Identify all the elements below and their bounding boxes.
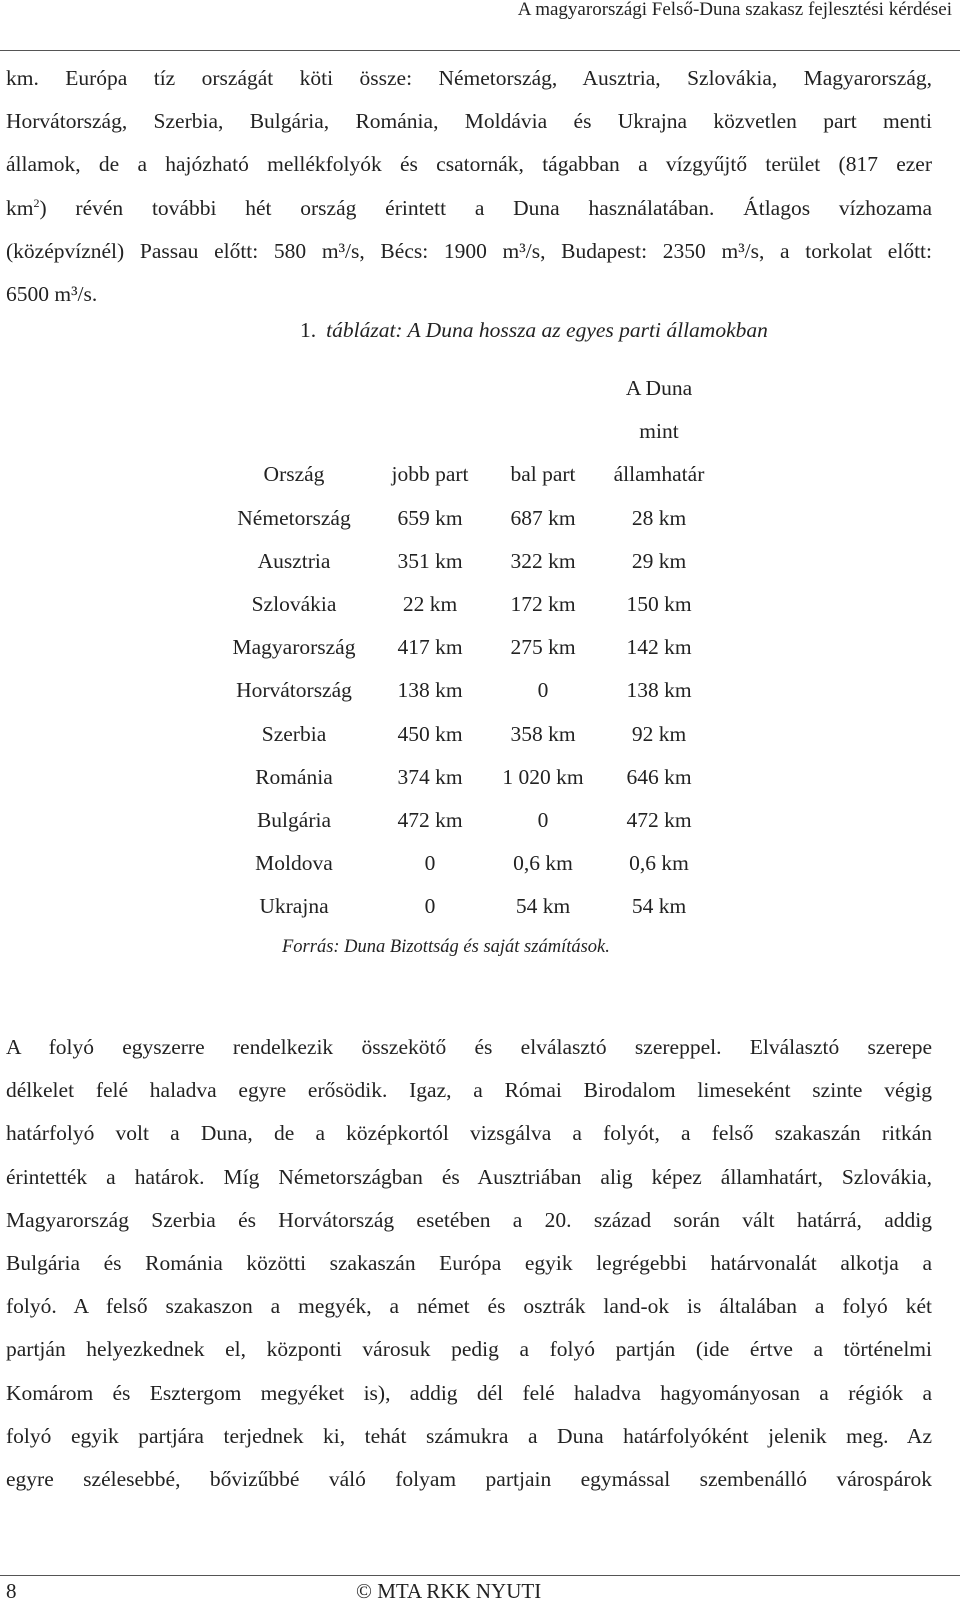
intro-paragraph (6, 57, 932, 316)
table-source-note: Forrás: Duna Bizottság és saját számítások. (282, 937, 610, 957)
body-paragraph (6, 1026, 932, 1501)
table-header-row (220, 367, 724, 410)
table-cell: 358 km (510, 721, 576, 746)
country-cell: Ukrajna (259, 894, 329, 919)
paragraph-line: km. Európa tíz országát köti össze: Németország, Ausztria, Szlovákia, Magyarország, (6, 66, 932, 90)
table-row (220, 497, 724, 540)
copyright-notice: © MTA RKK NYUTI (356, 1579, 542, 1603)
country-cell: Bulgária (256, 807, 332, 832)
country-cell: Szerbia (261, 721, 327, 746)
table-cell: 0 (424, 851, 436, 876)
table-row (220, 583, 724, 626)
table-cell: 0 (537, 678, 549, 703)
table-cell: 22 km (402, 592, 458, 617)
paragraph-line: folyó egyik partjára terjednek ki, tehát számukra a Duna határfolyóként jelenik meg. Az (6, 1423, 932, 1448)
table-cell: 472 km (397, 807, 463, 832)
header-cell: Ország (263, 462, 325, 487)
table-row (220, 885, 724, 928)
header-cell: jobb part (391, 462, 469, 487)
table-cell: 1 020 km (502, 764, 584, 789)
table-row (220, 669, 724, 712)
paragraph-line: egyre szélesebbé, bővizűbbé váló folyam partjain egymással szembenálló várospárok (6, 1467, 932, 1492)
paragraph-line: partján helyezkednek el, központi városuk pedig a folyó partján (ide értve a történelmi (6, 1337, 932, 1362)
paragraph-line: (középvíznél) Passau előtt: 580 m³/s, Bécs: 1900 m³/s, Budapest: 2350 m³/s, a torkolat előtt: (6, 238, 932, 263)
paragraph-line: folyó. A felső szakaszon a megyék, a német és osztrák land-ok is általában a folyó két (6, 1294, 932, 1319)
table-cell: 374 km (397, 764, 463, 789)
table-cell: 659 km (397, 505, 463, 530)
table-cell: 28 km (631, 505, 687, 530)
paragraph-line: Horvátország, Szerbia, Bulgária, Románia, Moldávia és Ukrajna közvetlen part menti (6, 109, 932, 134)
table-row (220, 713, 724, 756)
header-cell: államhatár (613, 462, 705, 487)
table-row (220, 540, 724, 583)
paragraph-line: 6500 m³/s. (6, 282, 98, 307)
paragraph-line: határfolyó volt a Duna, de a középkortól vizsgálva a folyót, a felső szakaszán ritkán (6, 1121, 932, 1146)
table-cell: 0,6 km (513, 851, 573, 876)
country-cell: Moldova (255, 851, 333, 876)
table-caption (300, 318, 768, 343)
paragraph-line: délkelet felé haladva egyre erősödik. Igaz, a Római Birodalom limeseként szinte végig (6, 1078, 932, 1103)
table-cell: 54 km (631, 894, 687, 919)
header-cell: bal part (510, 462, 576, 487)
country-cell: Németország (237, 505, 351, 530)
unit-text: km (6, 195, 34, 220)
paragraph-line: A folyó egyszerre rendelkezik összekötő és elválasztó szereppel. Elválasztó szerepe (6, 1035, 932, 1059)
country-cell: Románia (255, 764, 333, 789)
table-cell: 417 km (397, 635, 463, 660)
paragraph-line: Komárom és Esztergom megyéket is), addig dél felé haladva hagyományosan a régiók a (6, 1380, 932, 1405)
table-header-row (220, 410, 724, 453)
table-cell: 322 km (510, 548, 576, 573)
table-cell: 92 km (631, 721, 687, 746)
table-cell: 142 km (626, 635, 692, 660)
table-cell: 150 km (626, 592, 692, 617)
country-cell: Magyarország (232, 635, 356, 660)
table-cell: 0,6 km (629, 851, 689, 876)
danube-length-table (220, 367, 724, 928)
table-cell: 351 km (397, 548, 463, 573)
table-cell: 0 (424, 894, 436, 919)
country-cell: Ausztria (257, 548, 331, 573)
paragraph-line: Bulgária és Románia közötti szakaszán Európa egyik legrégebbi határvonalát alkotja a (6, 1251, 932, 1276)
page-number: 8 (6, 1579, 17, 1603)
table-cell: 646 km (626, 764, 692, 789)
table-row (220, 626, 724, 669)
paragraph-line: Magyarország Szerbia és Horvátország esetében a 20. század során vált határrá, addig (6, 1207, 932, 1232)
header-cell: A Duna (625, 376, 693, 401)
country-cell: Szlovákia (251, 592, 337, 617)
country-cell: Horvátország (236, 678, 352, 703)
page-footer (0, 1575, 960, 1616)
table-header-row (220, 453, 724, 496)
table-number: 1. (300, 318, 317, 342)
running-header (0, 0, 960, 51)
table-cell: 138 km (626, 678, 692, 703)
table-cell: 29 km (631, 548, 687, 573)
table-row (220, 842, 724, 885)
table-row (220, 756, 724, 799)
header-cell: mint (639, 419, 679, 444)
paragraph-line: érintették a határok. Míg Németországban és Ausztriában alig képez államhatárt, Szlovákia, (6, 1164, 932, 1189)
paragraph-line-with-superscript (6, 187, 932, 230)
table-row (220, 799, 724, 842)
table-title: táblázat: A Duna hossza az egyes parti államokban (326, 318, 768, 342)
table-cell: 275 km (510, 635, 576, 660)
running-title: A magyarországi Felső-Duna szakasz fejlesztési kérdései (517, 0, 952, 20)
table-cell: 138 km (397, 678, 463, 703)
line-rest: ) révén további hét ország érintett a Duna használatában. Átlagos vízhozama (39, 195, 932, 220)
table-cell: 172 km (510, 592, 576, 617)
paragraph-line: államok, de a hajózható mellékfolyók és csatornák, tágabban a vízgyűjtő terület (817 ezer (6, 152, 932, 177)
table-cell: 450 km (397, 721, 463, 746)
table-cell: 0 (537, 807, 549, 832)
superscript: 2 (33, 195, 40, 210)
table-cell: 472 km (626, 807, 692, 832)
table-cell: 687 km (510, 505, 576, 530)
table-cell: 54 km (515, 894, 571, 919)
